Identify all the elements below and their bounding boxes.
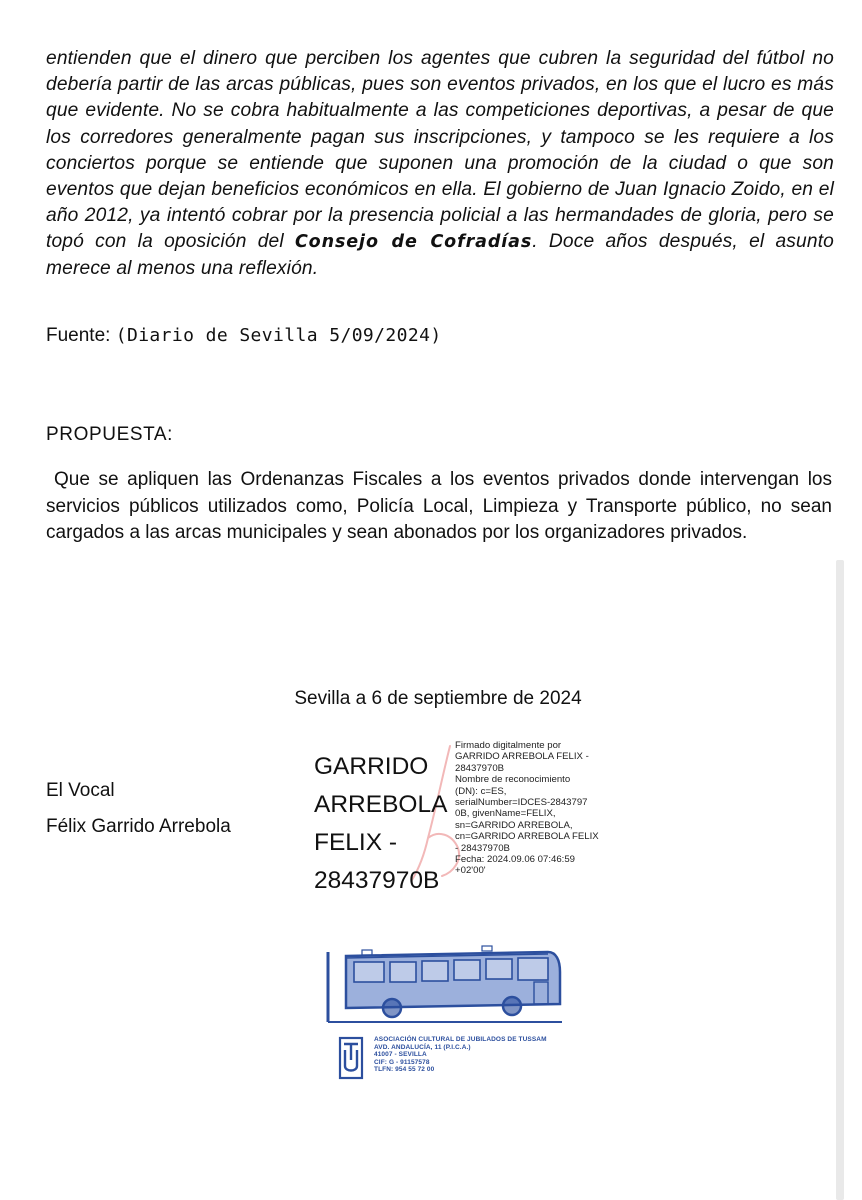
signature-detail-line: Firmado digitalmente por xyxy=(455,740,562,751)
proposal-body: Que se apliquen las Ordenanzas Fiscales a los eventos privados donde intervengan los servicios públicos utilizados como, Policía Local, Limpieza y Transporte público, no sean cargados a las arcas municipales y sean abonados por los organizadores privados. xyxy=(46,469,832,543)
stamp-line: ASOCIACIÓN CULTURAL DE JUBILADOS DE TUSSAM xyxy=(374,1036,547,1043)
proposal-heading: PROPUESTA: xyxy=(46,424,174,445)
quote-bold-entity: Consejo de Cofradías xyxy=(294,232,533,253)
stamp-text xyxy=(374,1036,547,1074)
source-line xyxy=(46,325,442,347)
signature-detail-line: (DN): c=ES, xyxy=(455,785,507,797)
signature-detail-line: 0B, givenName=FELIX, xyxy=(455,808,556,820)
signature-detail-line: - 28437970B xyxy=(455,842,510,854)
stamp-line: 41007 - SEVILLA xyxy=(374,1051,427,1059)
signature-detail-line: 28437970B xyxy=(455,762,505,774)
quoted-article-text xyxy=(46,46,834,282)
stamp-line: TLFN: 954 55 72 00 xyxy=(374,1066,435,1074)
quote-part-1: entienden que el dinero que perciben los agentes que cubren la seguridad del fútbol no debería partir de las arcas públicas, pues son eventos privados, en los que el lucro es más que evidente. No se cobra habitualmente a las competiciones deportivas, a pesar de que los corredores generalmente pagan sus inscripciones, y tampoco se les requiere a los conciertos porque se entiende que suponen una promoción de la ciudad o que son eventos que dejan beneficios económicos en ella. El gobierno de Juan Ignacio Zoido, en el año 2012, ya intentó cobrar por la presencia policial a las hermandades de gloria, pero se topó con la oposición del xyxy=(46,48,834,253)
stamp-line: CIF: G - 91157578 xyxy=(374,1058,430,1066)
signature-detail-line: +02'00' xyxy=(455,865,486,877)
signature-detail-line: Nombre de reconocimiento xyxy=(455,774,571,786)
stamp-line: AVD. ANDALUCÍA, 11 (P.I.C.A.) xyxy=(374,1043,471,1051)
vertical-scrollbar[interactable] xyxy=(836,560,844,1200)
signature-big-line: FELIX - xyxy=(314,829,398,856)
signature-detail-line: Fecha: 2024.09.06 07:46:59 xyxy=(455,854,576,866)
source-label: Fuente: xyxy=(46,325,111,346)
signature-detail-line: serialNumber=IDCES-2843797 xyxy=(455,797,588,809)
signature-big-line: 28437970B xyxy=(314,867,440,894)
signer-role: El Vocal xyxy=(46,780,115,801)
signer-name: Félix Garrido Arrebola xyxy=(46,816,231,837)
signature-detail-line: sn=GARRIDO ARREBOLA, xyxy=(455,819,573,831)
signature-big-line: ARREBOLA xyxy=(314,791,448,818)
signature-detail-line: cn=GARRIDO ARREBOLA FELIX xyxy=(455,831,599,843)
signature-details xyxy=(455,740,605,877)
source-value: (Diario de Sevilla 5/09/2024) xyxy=(115,325,442,346)
date-line: Sevilla a 6 de septiembre de 2024 xyxy=(294,688,582,709)
signature-name-block xyxy=(314,748,447,900)
signature-big-line: GARRIDO xyxy=(314,753,429,780)
signature-detail-line: GARRIDO ARREBOLA FELIX - xyxy=(455,751,589,763)
quote-part-2: . Doce años después, el asunto merece al menos una reflexión. xyxy=(46,231,834,279)
